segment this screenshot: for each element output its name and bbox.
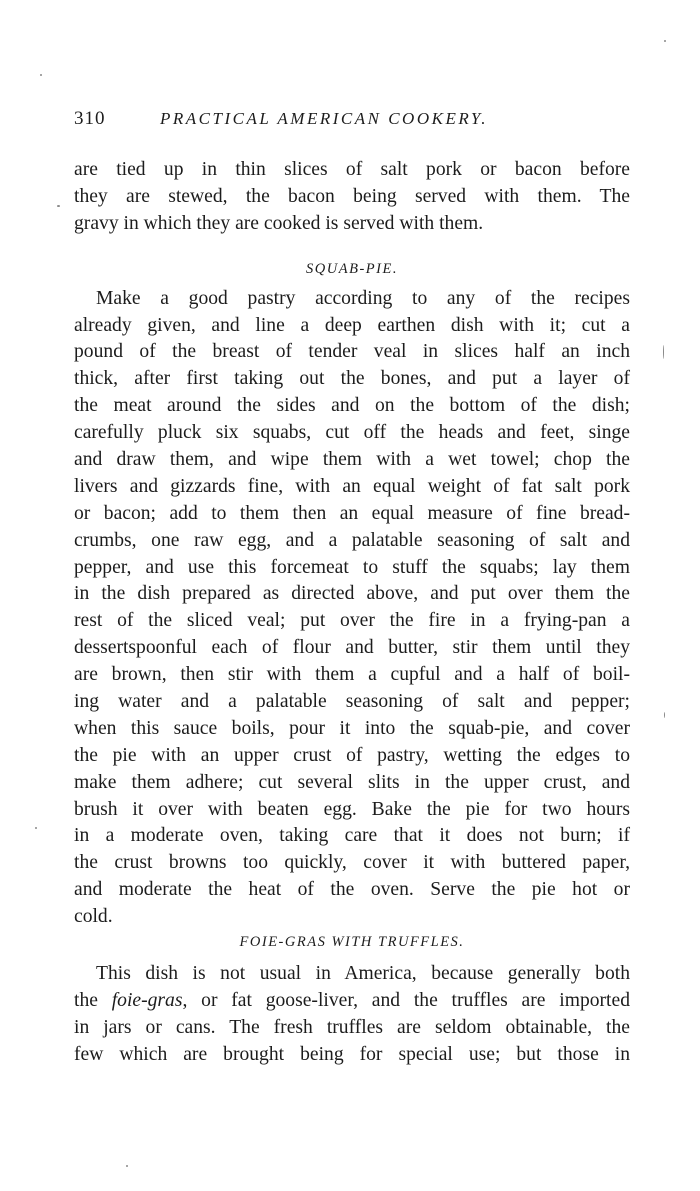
text-line: in a moderate oven, taking care that it does not burn; if <box>74 825 630 847</box>
paragraph-foie-gras <box>74 961 630 1069</box>
text-line: already given, and line a deep earthen dish with it; cut a <box>74 314 630 336</box>
scan-speck <box>57 205 60 207</box>
text-line: Make a good pastry according to any of the recipes <box>96 287 630 309</box>
text-line: ing water and a palatable seasoning of salt and pepper; <box>74 691 630 713</box>
text-line: when this sauce boils, pour it into the squab-pie, and cover <box>74 717 630 739</box>
text-line: rest of the sliced veal; put over the fire in a frying-pan a <box>74 610 630 632</box>
scan-speck <box>664 40 666 42</box>
text-line: in jars or cans. The fresh truffles are seldom obtainable, the <box>74 1016 630 1038</box>
italic-term-foie-gras: foie-gras <box>111 989 183 1011</box>
scan-speck <box>126 1165 128 1167</box>
running-head <box>74 104 630 134</box>
text-line: This dish is not usual in America, because generally both <box>96 963 630 985</box>
paragraph-continuation <box>74 157 630 238</box>
running-title: PRACTICAL AMERICAN COOKERY. <box>160 109 489 128</box>
text-line: in the dish prepared as directed above, and put over them the <box>74 583 630 605</box>
text-line: few which are brought being for special use; but those in <box>74 1043 630 1065</box>
text-line: and moderate the heat of the oven. Serve the pie hot or <box>74 879 630 901</box>
text-line: brush it over with beaten egg. Bake the pie for two hours <box>74 798 630 820</box>
book-page <box>74 104 630 1069</box>
text-line: the crust browns too quickly, cover it with buttered paper, <box>74 852 630 874</box>
text-line <box>74 988 630 1015</box>
text-line: carefully pluck six squabs, cut off the heads and feet, singe <box>74 422 630 444</box>
text-line: the meat around the sides and on the bottom of the dish; <box>74 395 630 417</box>
text-line: pound of the breast of tender veal in slices half an inch <box>74 341 630 363</box>
text-line: thick, after first taking out the bones, and put a layer of <box>74 368 630 390</box>
page-number: 310 <box>74 108 106 129</box>
text-fragment: , or fat goose-liver, and the truffles are imported <box>182 989 630 1011</box>
section-title-squab-pie: SQUAB-PIE. <box>306 260 398 277</box>
text-line: are tied up in thin slices of salt pork or bacon before <box>74 159 630 180</box>
text-line: and draw them, and wipe them with a wet towel; chop the <box>74 449 630 471</box>
section-title-foie-gras: FOIE-GRAS WITH TRUFFLES. <box>239 934 465 951</box>
scan-speck <box>40 74 42 76</box>
text-line: the pie with an upper crust of pastry, wetting the edges to <box>74 744 630 766</box>
text-fragment: the <box>74 989 112 1011</box>
text-line: crumbs, one raw egg, and a palatable seasoning of salt and <box>74 529 630 551</box>
scan-speck <box>35 827 37 829</box>
text-line: they are stewed, the bacon being served with them. The <box>74 185 630 207</box>
scan-speck <box>664 712 665 718</box>
text-line: dessertspoonful each of flour and butter, stir them until they <box>74 637 630 659</box>
text-line: pepper, and use this forcemeat to stuff the squabs; lay them <box>74 556 630 578</box>
text-line: cold. <box>74 906 113 928</box>
scan-speck <box>663 345 664 359</box>
text-line: gravy in which they are cooked is served with them. <box>74 212 484 234</box>
text-line: are brown, then stir with them a cupful and a half of boil- <box>74 664 630 686</box>
text-line: make them adhere; cut several slits in the upper crust, and <box>74 771 630 793</box>
paragraph-squab-pie <box>74 286 630 931</box>
text-line: or bacon; add to them then an equal measure of fine bread- <box>74 502 630 524</box>
text-line: livers and gizzards fine, with an equal weight of fat salt pork <box>74 475 630 497</box>
